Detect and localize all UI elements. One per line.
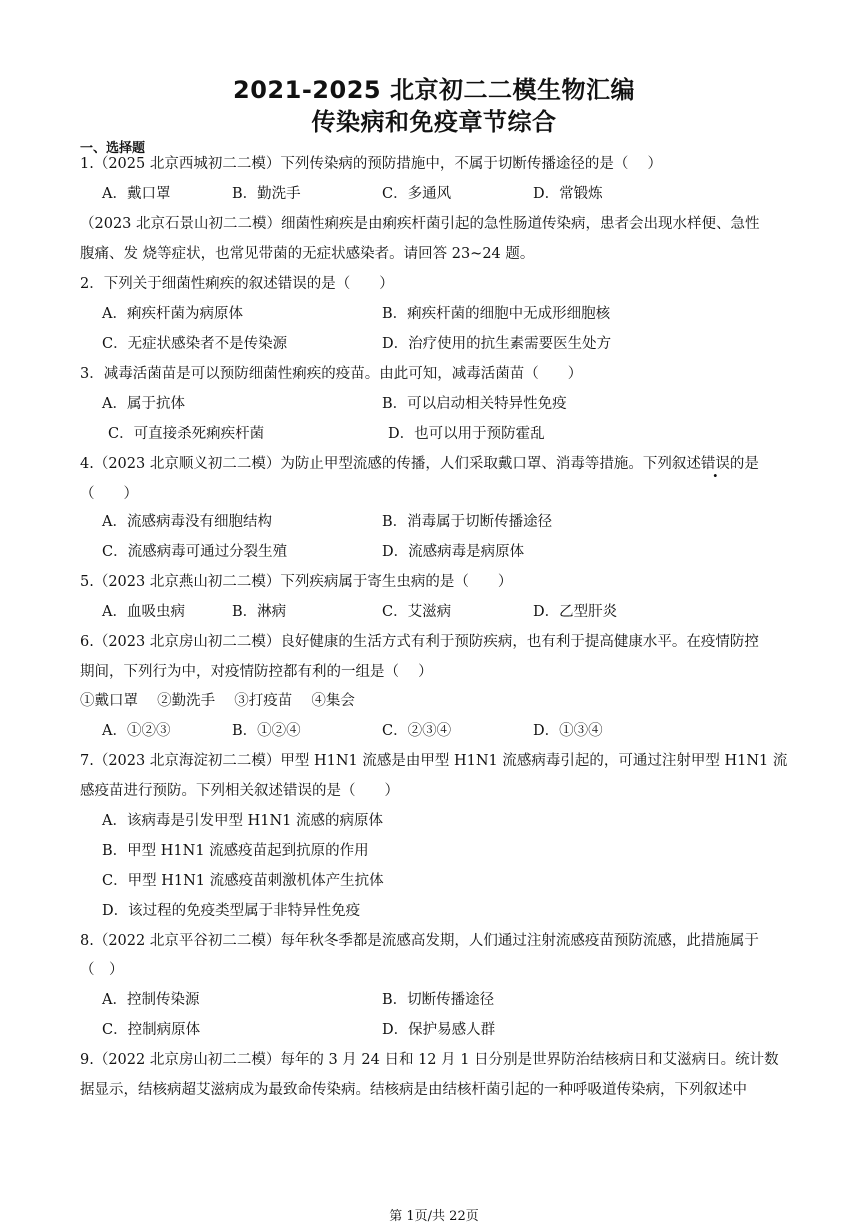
question-3-stem: 3．减毒活菌苗是可以预防细菌性痢疾的疫苗。由此可知，减毒活菌苗（ ） xyxy=(80,366,583,382)
question-5-option-c: C．艾滋病 xyxy=(382,604,452,620)
question-2-option-a: A．痢疾杆菌为病原体 xyxy=(102,306,243,322)
question-7-option-d: D．该过程的免疫类型属于非特异性免疫 xyxy=(102,903,361,919)
question-7-stem-line-2: 感疫苗进行预防。下列相关叙述错误的是（ ） xyxy=(80,783,399,799)
question-8-option-c: C．控制病原体 xyxy=(102,1022,201,1038)
question-2-stem: 2．下列关于细菌性痢疾的叙述错误的是（ ） xyxy=(80,276,394,292)
question-3-option-c: C．可直接杀死痢疾杆菌 xyxy=(108,426,265,442)
passage-line-1: （2023 北京石景山初二二模）细菌性痢疾是由痢疾杆菌引起的急性肠道传染病，患者会出现水样便、急性 xyxy=(80,216,760,232)
question-1-option-b: B．勤洗手 xyxy=(232,186,301,202)
question-5-option-b: B．淋病 xyxy=(232,604,287,620)
question-9-stem-line-1: 9.（2022 北京房山初二二模）每年的 3 月 24 日和 12 月 1 日分别是世界防治结核病日和艾滋病日。统计数 xyxy=(80,1052,779,1068)
question-1-option-d: D．常锻炼 xyxy=(533,186,603,202)
question-2-option-c: C．无症状感染者不是传染源 xyxy=(102,336,288,352)
question-6-option-a: A．①②③ xyxy=(102,723,171,739)
question-7-option-a: A．该病毒是引发甲型 H1N1 流感的病原体 xyxy=(102,813,383,829)
question-4-option-a: A．流感病毒没有细胞结构 xyxy=(102,514,272,530)
question-6-stem-line-1: 6.（2023 北京房山初二二模）良好健康的生活方式有利于预防疾病，也有利于提高健康水平。在疫情防控 xyxy=(80,634,759,650)
question-4-stem-line-2: （ ） xyxy=(80,486,138,502)
question-1-option-a: A．戴口罩 xyxy=(102,186,171,202)
question-4-stem xyxy=(80,454,759,474)
question-4-stem-post: 的是 xyxy=(729,456,759,472)
question-5-option-a: A．血吸虫病 xyxy=(102,604,185,620)
question-3-option-d: D．也可以用于预防霍乱 xyxy=(388,426,545,442)
question-4-emphasis: 错误 xyxy=(700,456,730,472)
question-7-option-c: C．甲型 H1N1 流感疫苗刺激机体产生抗体 xyxy=(102,873,384,889)
question-6-items: ①戴口罩 ②勤洗手 ③打疫苗 ④集会 xyxy=(80,693,355,709)
section-heading: 一、选择题 xyxy=(80,141,146,156)
question-8-option-a: A．控制传染源 xyxy=(102,992,200,1008)
question-6-stem-line-2: 期间，下列行为中，对疫情防控都有利的一组是（ ） xyxy=(80,664,433,680)
question-4-option-c: C．流感病毒可通过分裂生殖 xyxy=(102,544,288,560)
question-8-option-d: D．保护易感人群 xyxy=(382,1022,496,1038)
question-7-option-b: B．甲型 H1N1 流感疫苗起到抗原的作用 xyxy=(102,843,369,859)
question-6-option-c: C．②③④ xyxy=(382,723,452,739)
document-subtitle: 传染病和免疫章节综合 xyxy=(311,108,557,136)
page-footer: 第 1页/共 22页 xyxy=(389,1209,479,1224)
question-1-option-c: C．多通风 xyxy=(382,186,452,202)
question-6-option-b: B．①②④ xyxy=(232,723,301,739)
question-3-option-b: B．可以启动相关特异性免疫 xyxy=(382,396,567,412)
question-9-stem-line-2: 据显示，结核病超艾滋病成为最致命传染病。结核病是由结核杆菌引起的一种呼吸道传染病，下列叙述中 xyxy=(80,1082,747,1098)
question-3-option-a: A．属于抗体 xyxy=(102,396,185,412)
question-8-stem-line-2: （ ） xyxy=(80,962,124,978)
question-4-option-b: B．消毒属于切断传播途径 xyxy=(382,514,553,530)
question-2-option-b: B．痢疾杆菌的细胞中无成形细胞核 xyxy=(382,306,611,322)
question-1-stem: 1.（2025 北京西城初二二模）下列传染病的预防措施中，不属于切断传播途径的是（ ） xyxy=(80,156,662,172)
question-8-option-b: B．切断传播途径 xyxy=(382,992,495,1008)
question-7-stem-line-1: 7.（2023 北京海淀初二二模）甲型 H1N1 流感是由甲型 H1N1 流感病毒引起的，可通过注射甲型 H1N1 流 xyxy=(80,753,788,769)
question-4-option-d: D．流感病毒是病原体 xyxy=(382,544,525,560)
question-5-option-d: D．乙型肝炎 xyxy=(533,604,618,620)
question-4-stem-pre: 4.（2023 北京顺义初二二模）为防止甲型流感的传播，人们采取戴口罩、消毒等措施。下列叙述 xyxy=(80,456,701,472)
document-title: 2021-2025 北京初二二模生物汇编 xyxy=(233,76,635,104)
question-6-option-d: D．①③④ xyxy=(533,723,603,739)
passage-line-2: 腹痛、发 烧等症状，也常见带菌的无症状感染者。请回答 23~24 题。 xyxy=(80,246,535,262)
question-2-option-d: D．治疗使用的抗生素需要医生处方 xyxy=(382,336,612,352)
question-8-stem-line-1: 8.（2022 北京平谷初二二模）每年秋冬季都是流感高发期，人们通过注射流感疫苗预防流感，此措施属于 xyxy=(80,933,759,949)
question-5-stem: 5.（2023 北京燕山初二二模）下列疾病属于寄生虫病的是（ ） xyxy=(80,574,513,590)
